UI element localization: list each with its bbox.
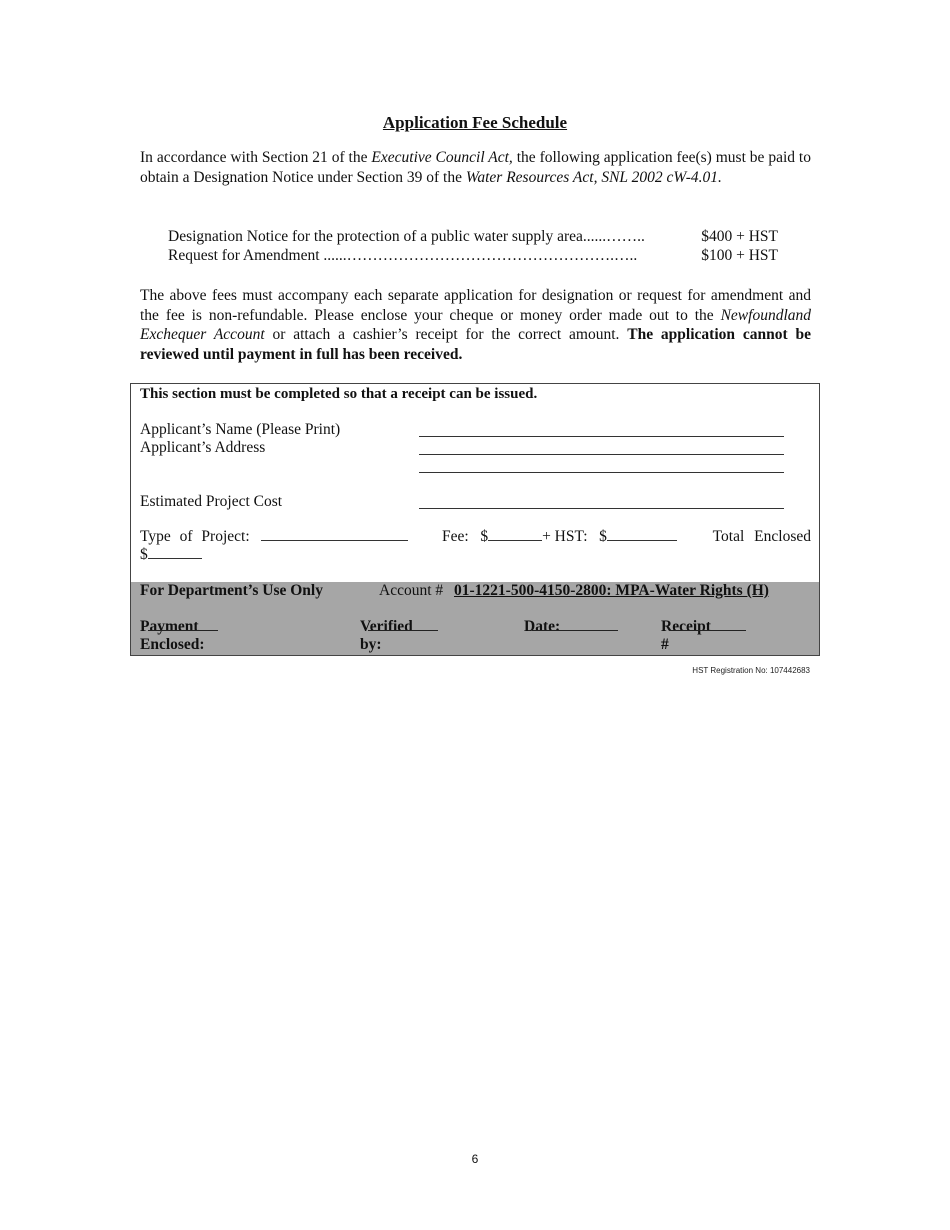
estimated-cost-label: Estimated Project Cost xyxy=(140,493,283,510)
total-enclosed-label: Total Enclosed xyxy=(712,528,811,545)
total-dollar-sign: $ xyxy=(140,546,148,563)
verified-by-label: Verified by: xyxy=(360,618,413,653)
account-label: Account # xyxy=(379,582,444,599)
project-type-label: Type of Project: xyxy=(140,528,250,545)
department-use-label: For Department’s Use Only xyxy=(140,582,323,599)
hst-registration-number: HST Registration No: 107442683 xyxy=(692,666,810,675)
verified-by-field[interactable] xyxy=(368,618,438,631)
payment-enclosed-label: Payment Enclosed: xyxy=(140,618,205,653)
page-number: 6 xyxy=(471,1152,479,1166)
fee-item-amount: $100 + HST xyxy=(701,247,778,264)
account-number: 01-1221-500-4150-2800: MPA-Water Rights (H) xyxy=(454,582,769,599)
water-resources-act: Water Resources Act, SNL 2002 cW-4.01. xyxy=(465,168,722,186)
fee-amount-field[interactable] xyxy=(488,528,542,541)
notice-bold-text: The application cannot be reviewed until payment in full has been received. xyxy=(140,326,811,364)
applicant-address-field-line-2[interactable] xyxy=(419,472,784,473)
project-type-field[interactable] xyxy=(261,528,408,541)
fee-item xyxy=(168,227,778,247)
fee-item-description: Designation Notice for the protection of a public water supply area......…….. xyxy=(168,228,645,245)
fee-label: Fee: xyxy=(442,528,469,545)
applicant-name-label: Applicant’s Name (Please Print) xyxy=(140,421,341,438)
applicant-address-field-line-1[interactable] xyxy=(419,454,784,455)
total-enclosed-field[interactable] xyxy=(148,546,202,559)
notice-text-2: or attach a cashier’s receipt for the correct amount. xyxy=(264,326,628,344)
notice-text-1: The above fees must accompany each separate application for designation or request for amendment and the fee is non-refundable. Please enclose your cheque or money order made out to the xyxy=(140,287,811,324)
exchequer-account-name: Newfoundland Exchequer Account xyxy=(140,306,811,344)
date-label: Date: xyxy=(524,618,561,635)
estimated-cost-field[interactable] xyxy=(419,508,784,509)
fee-item-amount: $400 + HST xyxy=(701,228,778,245)
payment-notice-paragraph xyxy=(140,286,811,365)
receipt-section-box xyxy=(130,383,820,656)
date-field[interactable] xyxy=(532,618,618,631)
receipt-number-field[interactable] xyxy=(669,618,746,631)
intro-paragraph xyxy=(140,148,811,187)
intro-text-2: the following application fee(s) must be paid to obtain a Designation Notice under Section 39 of the xyxy=(140,149,811,186)
hst-label: + HST: xyxy=(542,528,588,545)
applicant-address-label: Applicant’s Address xyxy=(140,439,266,456)
fee-item-description: Request for Amendment ......…………………………………………….….. xyxy=(168,247,638,264)
hst-amount-field[interactable] xyxy=(607,528,677,541)
executive-council-act: Executive Council Act, xyxy=(371,149,513,166)
applicant-name-field[interactable] xyxy=(419,436,784,437)
receipt-section-heading: This section must be completed so that a receipt can be issued. xyxy=(140,386,538,402)
fee-dollar-sign: $ xyxy=(480,528,489,545)
department-use-band xyxy=(131,582,819,655)
payment-enclosed-field[interactable] xyxy=(148,618,218,631)
fee-item xyxy=(168,246,778,266)
intro-text-1: In accordance with Section 21 of the xyxy=(140,149,372,166)
page-title: Application Fee Schedule xyxy=(382,113,568,132)
hst-dollar-sign: $ xyxy=(599,528,607,545)
receipt-number-label: Receipt # xyxy=(661,618,711,653)
